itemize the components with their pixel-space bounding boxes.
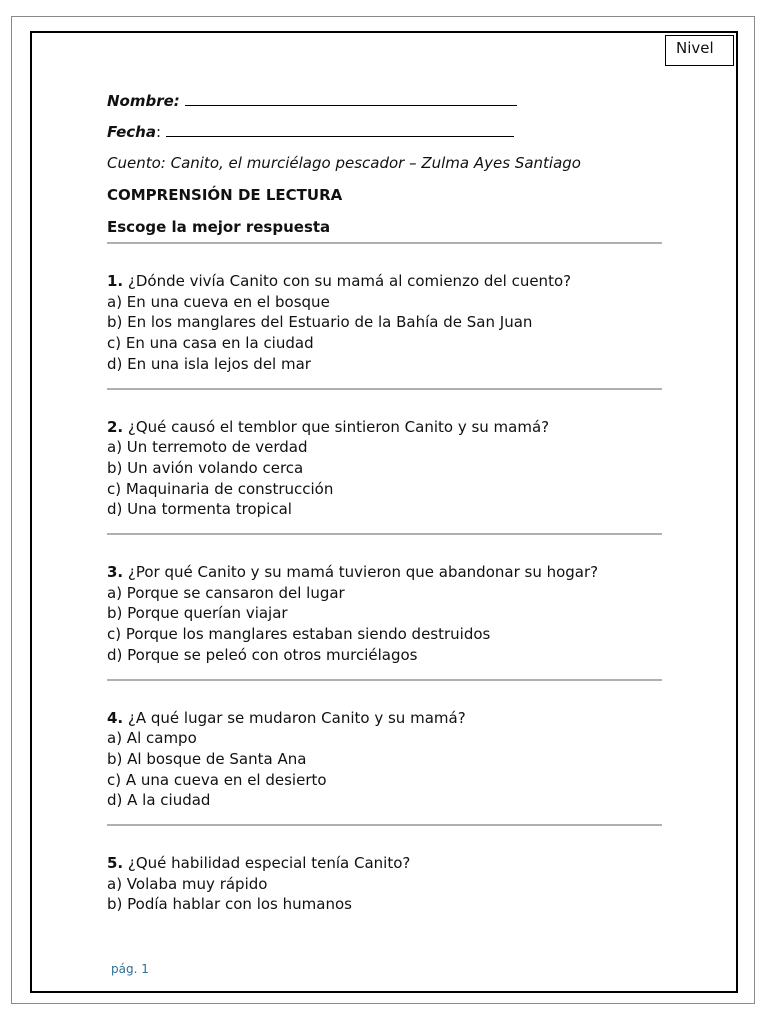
worksheet-content (107, 90, 663, 928)
question-text (107, 562, 663, 583)
fecha-label: Fecha (107, 123, 156, 141)
story-title: Cuento: Canito, el murciélago pescador – Zulma Ayes Santiago (107, 154, 581, 172)
answer-option[interactable]: c) A una cueva en el desierto (107, 770, 327, 789)
answer-option[interactable]: a) Al campo (107, 729, 197, 748)
nivel-label: Nivel (676, 39, 714, 57)
answer-option[interactable]: c) Porque los manglares estaban siendo destruidos (107, 625, 491, 644)
question-3 (107, 535, 663, 679)
answer-option[interactable]: d) Una tormenta tropical (107, 500, 292, 519)
page-number: pág. 1 (111, 962, 149, 976)
question-prompt: ¿Dónde vivía Canito con su mamá al comienzo del cuento? (123, 272, 572, 290)
question-prompt: ¿Por qué Canito y su mamá tuvieron que abandonar su hogar? (123, 563, 599, 582)
nombre-label: Nombre: (107, 92, 180, 110)
fecha-colon: : (155, 123, 162, 141)
question-prompt: ¿A qué lugar se mudaron Canito y su mamá? (123, 708, 466, 727)
answer-option[interactable]: b) En los manglares del Estuario de la Bahía de San Juan (107, 313, 533, 332)
answer-option[interactable]: d) En una isla lejos del mar (107, 354, 311, 373)
question-text (107, 853, 663, 874)
question-number: 3. (107, 563, 124, 582)
nivel-box[interactable] (665, 35, 734, 66)
fecha-blank[interactable] (166, 122, 514, 137)
question-number: 2. (107, 417, 124, 436)
question-text (107, 708, 663, 729)
answer-option[interactable]: d) Porque se peleó con otros murciélagos (107, 645, 418, 664)
question-number: 5. (107, 854, 124, 873)
section-title: COMPRENSIÓN DE LECTURA (107, 186, 343, 204)
answer-option[interactable]: b) Un avión volando cerca (107, 458, 304, 477)
nombre-blank[interactable] (185, 91, 517, 106)
instruction: Escoge la mejor respuesta (107, 218, 331, 236)
question-number: 1. (107, 272, 124, 290)
question-prompt: ¿Qué causó el temblor que sintieron Canito y su mamá? (123, 417, 550, 436)
question-list (107, 244, 663, 928)
question-5 (107, 826, 663, 928)
answer-option[interactable]: b) Porque querían viajar (107, 604, 288, 623)
answer-option[interactable]: d) A la ciudad (107, 791, 211, 810)
answer-option[interactable]: c) Maquinaria de construcción (107, 479, 334, 498)
question-prompt: ¿Qué habilidad especial tenía Canito? (123, 854, 411, 873)
answer-option[interactable]: b) Podía hablar con los humanos (107, 895, 352, 914)
nombre-field (107, 90, 663, 121)
fecha-field (107, 121, 663, 152)
answer-option[interactable]: a) Un terremoto de verdad (107, 438, 308, 457)
question-text (107, 271, 663, 292)
question-2 (107, 390, 663, 534)
answer-option[interactable]: b) Al bosque de Santa Ana (107, 749, 307, 768)
answer-option[interactable]: a) Porque se cansaron del lugar (107, 583, 345, 602)
question-4 (107, 681, 663, 825)
answer-option[interactable]: c) En una casa en la ciudad (107, 334, 314, 353)
question-number: 4. (107, 708, 124, 727)
answer-option[interactable]: a) Volaba muy rápido (107, 874, 268, 893)
question-text (107, 417, 663, 438)
question-1 (107, 244, 663, 388)
answer-option[interactable]: a) En una cueva en el bosque (107, 292, 330, 311)
